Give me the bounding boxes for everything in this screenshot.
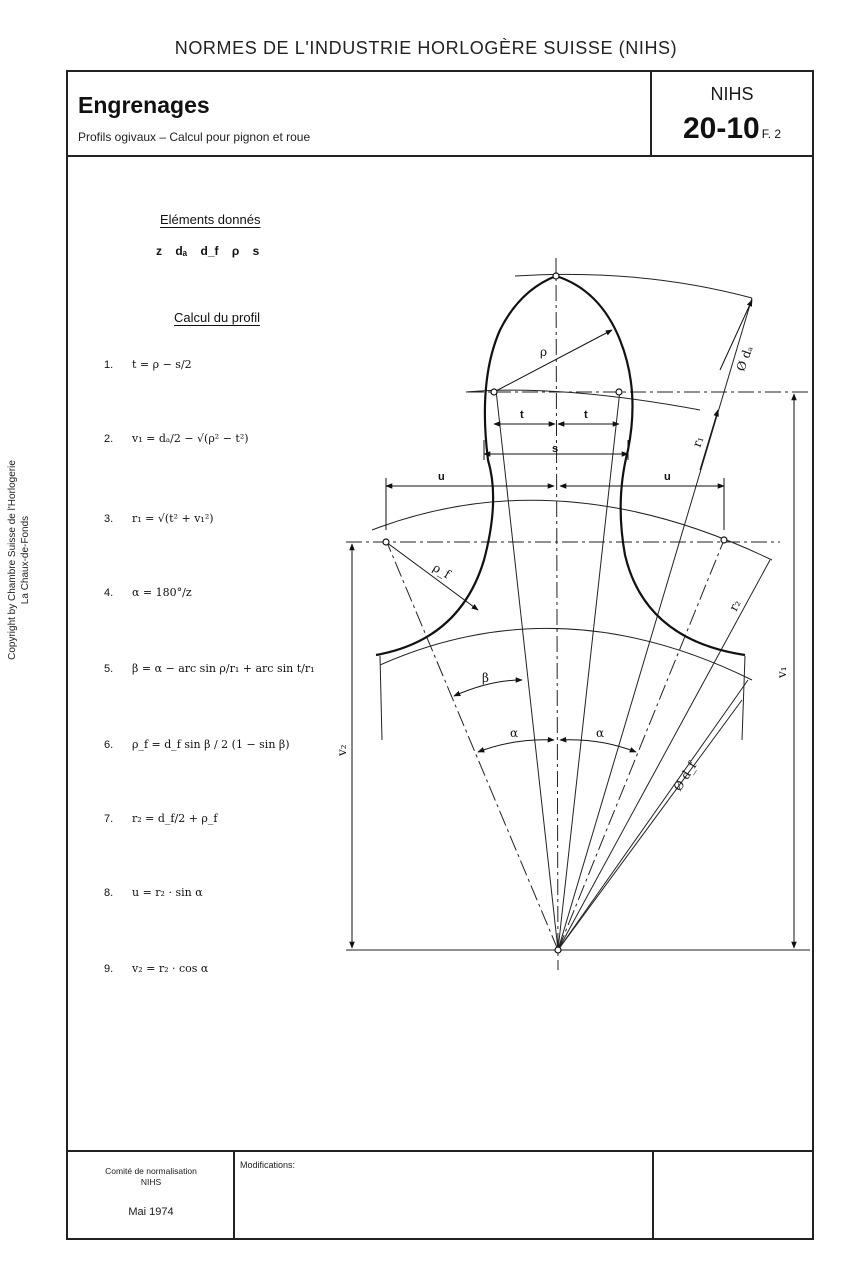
label-u-left: u xyxy=(438,471,445,483)
formula-number: 5. xyxy=(104,663,114,675)
r2-circle-arc xyxy=(372,500,772,560)
radial-line-right xyxy=(558,540,724,950)
label-t-left: t xyxy=(520,409,524,421)
flank-left xyxy=(380,656,382,740)
tip-point xyxy=(553,273,559,279)
r2-line xyxy=(558,560,770,950)
committee-line1: Comité de normalisation xyxy=(105,1166,197,1176)
center-point-left xyxy=(491,389,497,395)
root-center-right xyxy=(721,537,727,543)
page-title: Engrenages xyxy=(78,92,210,118)
rho-dimension xyxy=(494,330,612,392)
tooth-profile xyxy=(376,276,745,655)
formula-expression: v₁ = dₐ/2 − √(ρ² − t²) xyxy=(132,432,249,445)
label-u-right: u xyxy=(664,471,671,483)
label-s: s xyxy=(552,443,559,455)
formula-expression: v₂ = r₂ · cos α xyxy=(132,962,209,975)
formula-expression: r₂ = d_f/2 + ρ_f xyxy=(132,812,218,825)
label-v1: v₁ xyxy=(775,666,789,678)
nihs-label: NIHS xyxy=(710,84,754,104)
given-elements-heading: Eléments donnés xyxy=(160,212,261,227)
formula-expression: r₁ = √(t² + v₁²) xyxy=(132,512,214,525)
center-point-right xyxy=(616,389,622,395)
alpha-arc-right xyxy=(560,740,636,752)
formula-expression: u = r₂ · sin α xyxy=(132,886,203,899)
rho-f-dimension xyxy=(386,542,478,610)
formula-expression: ρ_f = d_f sin β / 2 (1 − sin β) xyxy=(132,738,290,751)
root-center-left xyxy=(383,539,389,545)
label-da: Ø dₐ xyxy=(733,343,756,374)
center-line xyxy=(556,258,558,970)
copyright-line2: La Chaux-de-Fonds xyxy=(20,515,31,605)
formula-number: 8. xyxy=(104,887,114,899)
label-rho-f: ρ_f xyxy=(430,560,453,582)
formula-number: 7. xyxy=(104,813,114,825)
page-subtitle: Profils ogivaux – Calcul pour pignon et roue xyxy=(78,130,311,144)
modifications-label: Modifications: xyxy=(240,1160,296,1170)
flank-right xyxy=(742,656,745,740)
formula-expression: α = 180°/z xyxy=(132,586,192,599)
label-df: Ø d_f xyxy=(670,759,700,794)
gear-center-point xyxy=(555,947,561,953)
profile-calc-heading: Calcul du profil xyxy=(174,310,260,325)
label-r1: r₁ xyxy=(689,434,707,450)
committee-line2: NIHS xyxy=(140,1177,162,1187)
standards-header: NORMES DE L'INDUSTRIE HORLOGÈRE SUISSE (NIHS) xyxy=(174,38,678,58)
formula-expression: β = α − arc sin ρ/r₁ + arc sin t/r₁ xyxy=(132,662,315,675)
radial-line-right-inner xyxy=(558,390,620,950)
label-v2: v₂ xyxy=(335,744,349,756)
sheet-number: F. 2 xyxy=(761,127,782,141)
label-t-right: t xyxy=(584,409,588,421)
formula-number: 6. xyxy=(104,739,114,751)
formula-expression: t = ρ − s/2 xyxy=(132,358,192,371)
radial-line-left xyxy=(386,540,558,950)
root-circle-arc xyxy=(380,628,752,680)
committee-block xyxy=(68,1166,234,1188)
label-beta: β xyxy=(482,671,489,685)
label-r2: r₂ xyxy=(726,597,744,614)
standard-number-main: 20-10 xyxy=(682,112,760,145)
alpha-arc-left xyxy=(478,740,554,752)
issue-date: Mai 1974 xyxy=(128,1206,174,1218)
df-line xyxy=(558,680,748,950)
formula-number: 2. xyxy=(104,433,114,445)
formula-number: 4. xyxy=(104,587,114,599)
formula-number: 1. xyxy=(104,359,114,371)
label-alpha-left: α xyxy=(510,726,519,740)
copyright-line1: Copyright by Chambre Suisse de l'Horlogerie xyxy=(7,460,18,660)
pitch-circle-arc xyxy=(466,390,700,410)
radial-line-left-inner xyxy=(496,390,558,950)
df-line-2 xyxy=(558,700,742,950)
formula-number: 9. xyxy=(104,963,114,975)
formula-number: 3. xyxy=(104,513,114,525)
given-elements-list: z dₐ d_f ρ s xyxy=(156,244,260,258)
label-rho: ρ xyxy=(540,345,548,359)
tip-radius-line xyxy=(558,298,752,950)
label-alpha-right: α xyxy=(596,726,605,740)
